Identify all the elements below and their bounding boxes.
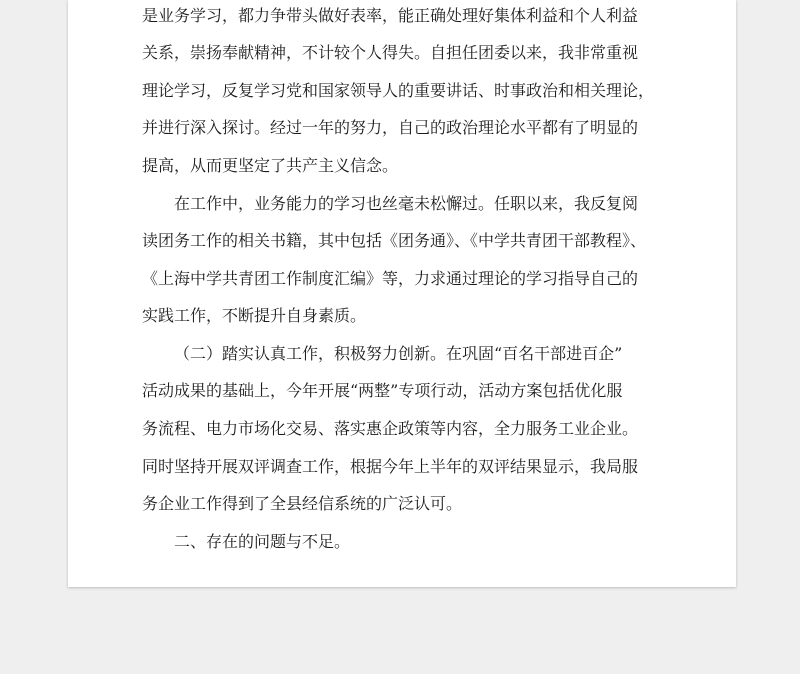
text-line: 务流程、电力市场化交易、落实惠企政策等内容，全力服务工业企业。	[142, 419, 639, 438]
section-heading-line: （二）踏实认真工作，积极努力创新。在巩固“百名干部进百企”	[174, 344, 623, 363]
text-line: 同时坚持开展双评调查工作，根据今年上半年的双评结果显示，我局服	[142, 457, 639, 476]
text-line: 实践工作，不断提升自身素质。	[142, 306, 367, 325]
text-line: 是业务学习，都力争带头做好表率，能正确处理好集体利益和个人利益	[142, 6, 639, 25]
text-line: 提高，从而更坚定了共产主义信念。	[142, 156, 399, 175]
document-page	[68, 0, 736, 587]
text-line: 活动成果的基础上，今年开展“两整”专项行动，活动方案包括优化服	[142, 381, 623, 400]
paragraph-first-line: 在工作中，业务能力的学习也丝毫未松懈过。任职以来，我反复阅	[174, 194, 639, 213]
text-line: 《上海中学共青团工作制度汇编》等，力求通过理论的学习指导自己的	[142, 269, 639, 288]
text-line: 务企业工作得到了全县经信系统的广泛认可。	[142, 494, 463, 513]
text-line: 读团务工作的相关书籍，其中包括《团务通》、《中学共青团干部教程》、	[142, 231, 647, 250]
text-line: 关系，崇扬奉献精神，不计较个人得失。自担任团委以来，我非常重视	[142, 43, 639, 62]
section-heading: 二、存在的问题与不足。	[174, 532, 351, 551]
text-line: 理论学习，反复学习党和国家领导人的重要讲话、时事政治和相关理论，	[142, 81, 655, 100]
text-line: 并进行深入探讨。经过一年的努力，自己的政治理论水平都有了明显的	[142, 118, 639, 137]
